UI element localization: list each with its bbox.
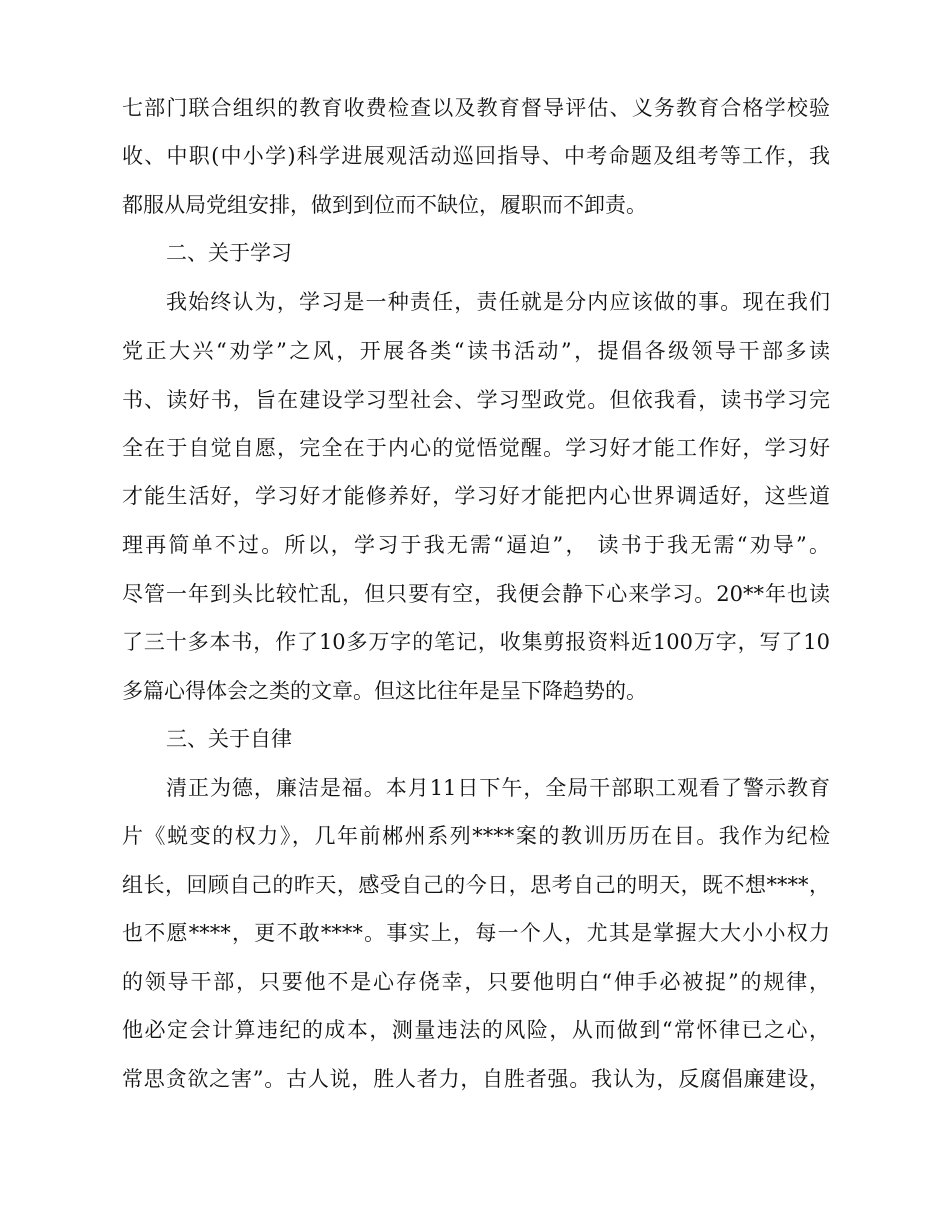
text-line: 片《蜕变的权力》，几年前郴州系列****案的教训历历在目。我作为纪检 bbox=[122, 824, 830, 848]
text-line: 多篇心得体会之类的文章。但这比往年是呈下降趋势的。 bbox=[122, 679, 647, 703]
text-line: 七部门联合组织的教育收费检查以及教育督导评估、义务教育合格学校验 bbox=[122, 96, 830, 120]
text-line: 常思贪欲之害”。古人说，胜人者力，自胜者强。我认为，反腐倡廉建设， bbox=[122, 1067, 830, 1091]
text-line: 全在于自觉自愿，完全在于内心的觉悟觉醒。学习好才能工作好，学习好 bbox=[122, 436, 830, 460]
text-line: 都服从局党组安排，做到到位而不缺位，履职而不卸责。 bbox=[122, 193, 647, 217]
text-line: 理再简单不过。所以，学习于我无需“逼迫”， 读书于我无需“劝导”。 bbox=[122, 533, 830, 557]
text-line: 了三十多本书，作了10多万字的笔记，收集剪报资料近100万字，写了10 bbox=[122, 630, 830, 654]
text-line: 组长，回顾自己的昨天，感受自己的今日，思考自己的明天，既不想****， bbox=[122, 873, 830, 897]
text-line: 书、读好书，旨在建设学习型社会、学习型政党。但依我看，读书学习完 bbox=[122, 388, 830, 412]
text-line: 的领导干部，只要他不是心存侥幸，只要他明白“伸手必被捉”的规律， bbox=[122, 970, 830, 994]
paragraph-first-line: 我始终认为，学习是一种责任，责任就是分内应该做的事。现在我们 bbox=[166, 290, 830, 314]
paragraph-first-line: 清正为德，廉洁是福。本月11日下午，全局干部职工观看了警示教育 bbox=[166, 776, 830, 800]
section-heading-self-discipline: 三、关于自律 bbox=[166, 727, 292, 751]
text-line: 才能生活好，学习好才能修养好，学习好才能把内心世界调适好，这些道 bbox=[122, 484, 830, 508]
section-heading-study: 二、关于学习 bbox=[166, 241, 292, 265]
text-line: 收、中职(中小学)科学进展观活动巡回指导、中考命题及组考等工作，我 bbox=[122, 144, 830, 168]
text-line: 他必定会计算违纪的成本，测量违法的风险，从而做到“常怀律已之心， bbox=[122, 1018, 830, 1042]
text-line: 也不愿****，更不敢****。事实上，每一个人，尤其是掌握大大小小权力 bbox=[122, 921, 830, 945]
text-line: 尽管一年到头比较忙乱，但只要有空，我便会静下心来学习。20**年也读 bbox=[122, 582, 830, 606]
text-line: 党正大兴“劝学”之风，开展各类“读书活动”，提倡各级领导干部多读 bbox=[122, 339, 830, 363]
